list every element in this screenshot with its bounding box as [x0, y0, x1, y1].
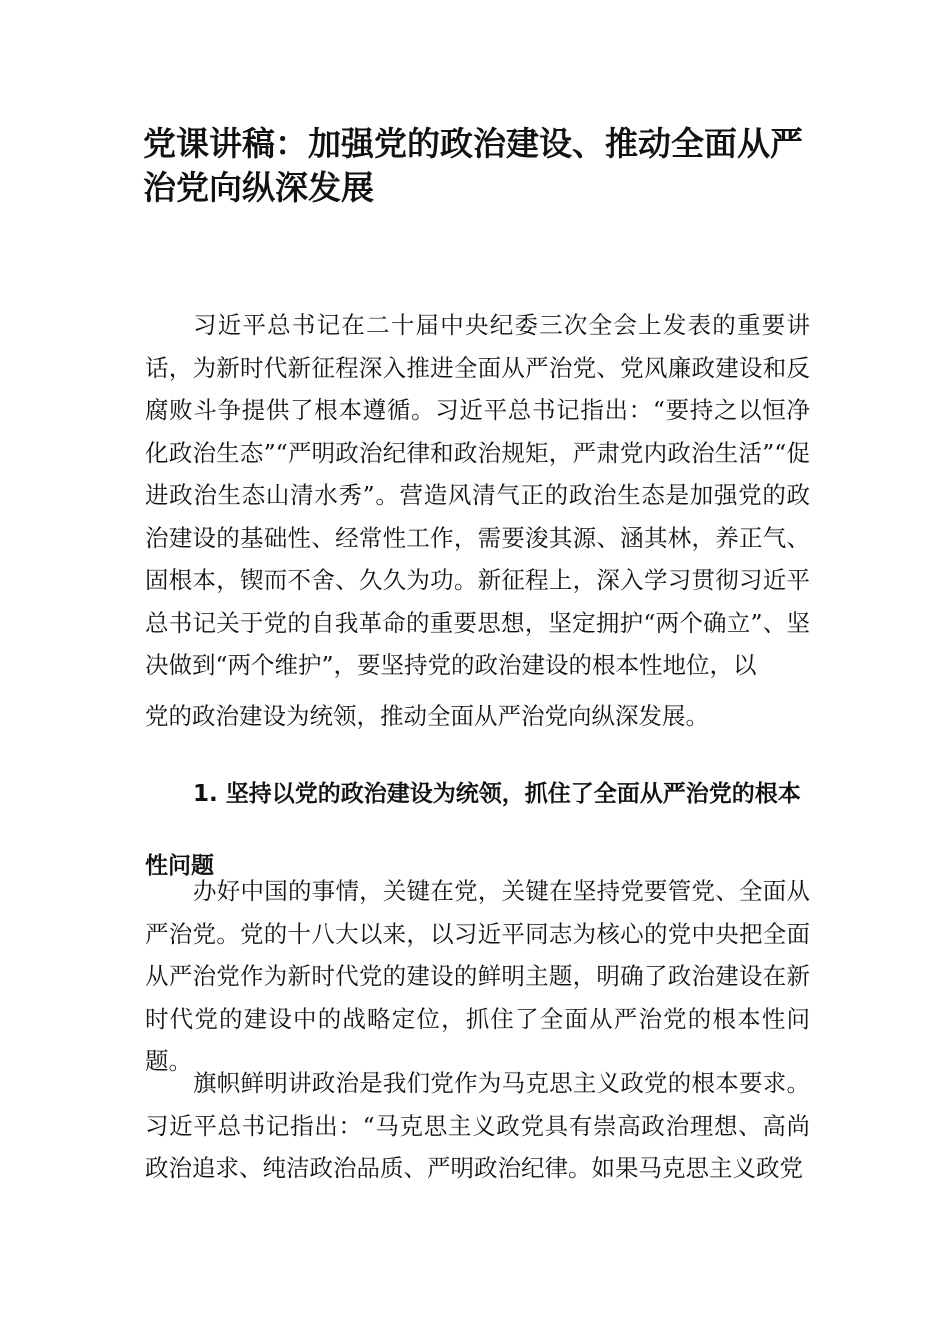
document-title: 党课讲稿：加强党的政治建设、推动全面从严治党向纵深发展	[143, 124, 803, 207]
paragraph-intro	[145, 304, 810, 737]
paragraph-intro-text: 习近平总书记在二十届中央纪委三次全会上发表的重要讲话，为新时代新征程深入推进全面从严治党、党风廉政建设和反腐败斗争提供了根本遵循。习近平总书记指出：“要持之以恒净化政治生态”“严明政治纪律和政治规矩，严肃党内政治生活”“促进政治生态山清水秀”。营造风清气正的政治生态是加强党的政治建设的基础性、经常性工作，需要浚其源、涵其林，养正气、固根本，锲而不舍、久久为功。新征程上，深入学习贯彻习近平总书记关于党的自我革命的重要思想，坚定拥护“两个确立”、坚决做到“两个维护”，要坚持党的政治建设的根本性地位，以	[145, 311, 810, 679]
paragraph-intro-ending: 党的政治建设为统领，推动全面从严治党向纵深发展。	[145, 701, 709, 730]
paragraph-party-leadership: 办好中国的事情，关键在党，关键在坚持党要管党、全面从严治党。党的十八大以来，以习近平同志为核心的党中央把全面从严治党作为新时代党的建设的鲜明主题，明确了政治建设在新时代党的建设中的战略定位，抓住了全面从严治党的根本性问题。	[145, 877, 810, 1075]
paragraph-political-requirement: 旗帜鲜明讲政治是我们党作为马克思主义政党的根本要求。习近平总书记指出：“马克思主义政党具有崇高政治理想、高尚政治追求、纯洁政治品质、严明政治纪律。如果马克思主义政党	[145, 1069, 810, 1182]
section-heading-1: 1. 坚持以党的政治建设为统领，抓住了全面从严治党的根本性问题	[145, 781, 801, 879]
